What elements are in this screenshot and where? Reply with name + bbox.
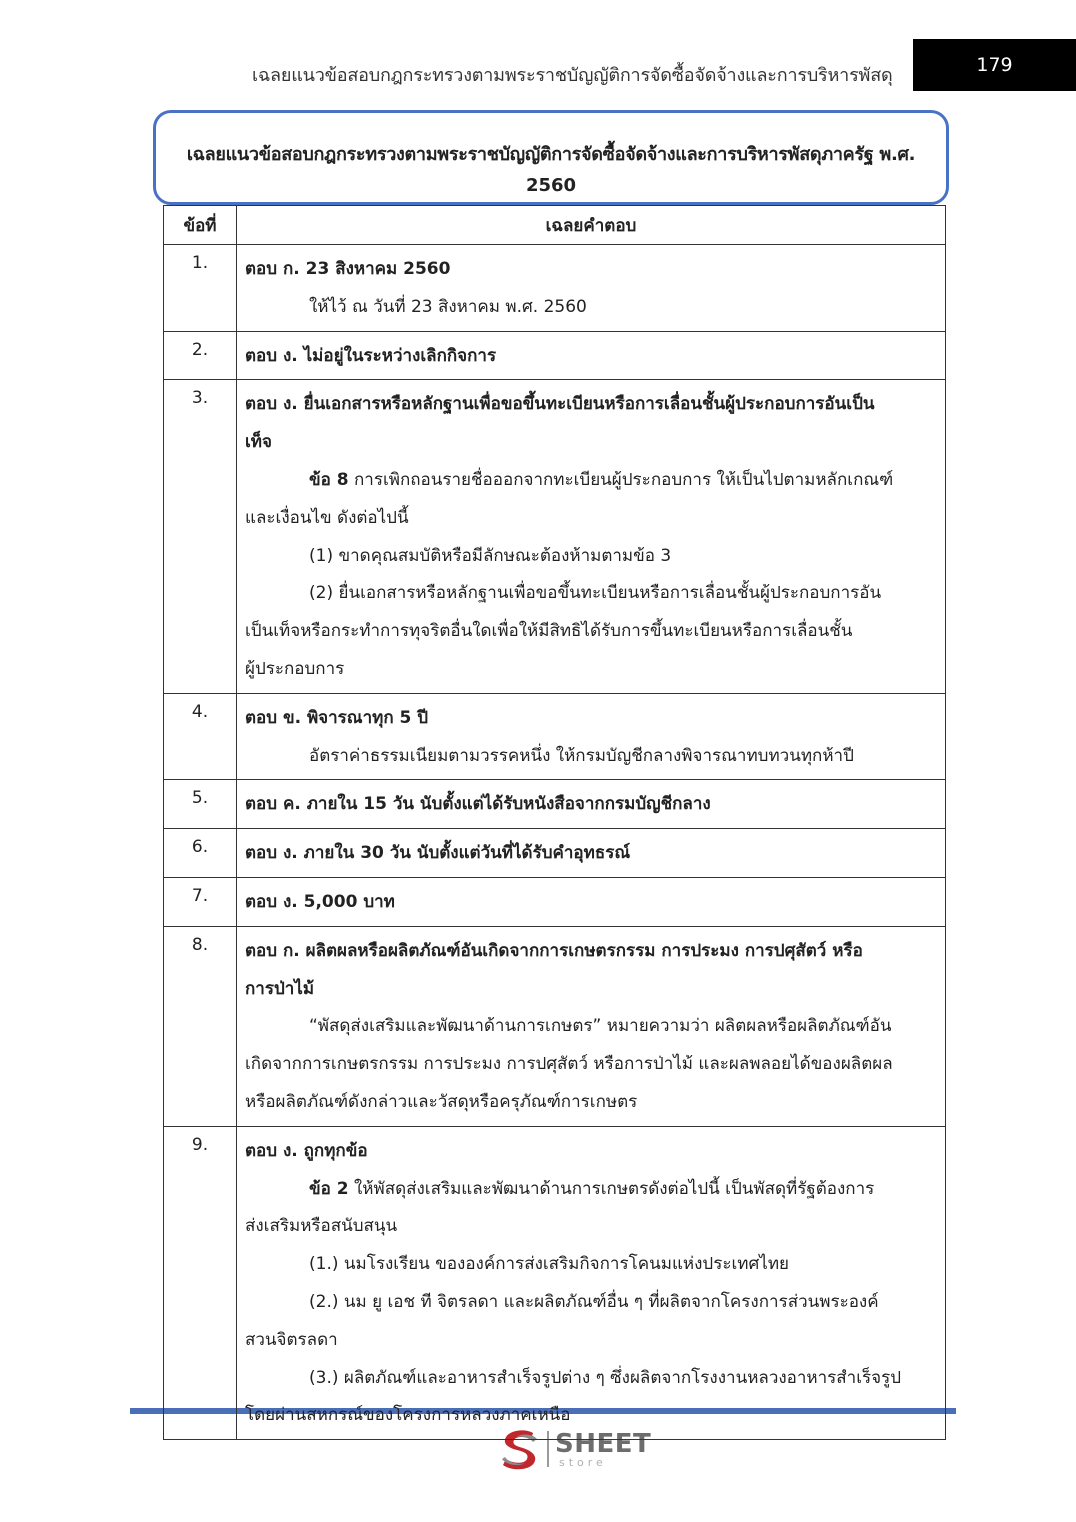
answer-text: ตอบ ง. 5,000 บาท [245,891,395,912]
answer-text: ตอบ ก. ผลิตผลหรือผลิตภัณฑ์อันเกิดจากการเกษตรกรรม การประมง การปศุสัตว์ หรือ [245,940,863,961]
answer-text-continued: การป่าไม้ [245,978,315,999]
table-row [164,693,946,780]
table-header-row [164,206,946,245]
row-answer-cell [237,1126,946,1439]
clause-item-continued: เป็นเท็จหรือกระทำการทุจริตอื่นใดเพื่อให้มีสิทธิได้รับการขึ้นทะเบียนหรือการเลื่อนชั้น [245,621,853,642]
answer-text: ตอบ ค. ภายใน 15 วัน นับตั้งแต่ได้รับหนังสือจากกรมบัญชีกลาง [245,794,711,815]
table-row [164,380,946,693]
column-header-answer: เฉลยคำตอบ [237,206,946,245]
row-answer-cell [237,380,946,693]
answer-text: ตอบ ข. พิจารณาทุก 5 ปี [245,707,429,728]
row-answer-cell [237,693,946,780]
clause-body: การเพิกถอนรายชื่อออกจากทะเบียนผู้ประกอบการ ให้เป็นไปตามหลักเกณฑ์ [348,469,894,490]
row-answer-cell [237,926,946,1126]
table-row [164,1126,946,1439]
row-number: 6. [164,829,237,878]
answer-text: ตอบ ง. ภายใน 30 วัน นับตั้งแต่วันที่ได้รับคำอุทธรณ์ [245,843,631,864]
clause-body: ให้พัสดุส่งเสริมและพัฒนาด้านการเกษตรดังต่อไปนี้ เป็นพัสดุที่รัฐต้องการ [348,1178,875,1199]
answer-text: ตอบ ง. ถูกทุกข้อ [245,1140,368,1161]
row-number: 2. [164,331,237,380]
row-answer-cell [237,780,946,829]
explanation-text: อัตราค่าธรรมเนียมตามวรรคหนึ่ง ให้กรมบัญชีกลางพิจารณาทบทวนทุกห้าปี [309,745,854,766]
answer-text: ตอบ ง. ยื่นเอกสารหรือหลักฐานเพื่อขอขึ้นทะเบียนหรือการเลื่อนชั้นผู้ประกอบการอันเป็น [245,394,875,415]
definition-text: “พัสดุส่งเสริมและพัฒนาด้านการเกษตร” หมายความว่า ผลิตผลหรือผลิตภัณฑ์อัน [309,1016,892,1037]
clause-item: (1.) นมโรงเรียน ขององค์การส่งเสริมกิจการโคนมแห่งประเทศไทย [309,1254,789,1275]
document-title-box [153,110,949,205]
row-answer-cell [237,331,946,380]
clause-item: (2.) นม ยู เอช ที จิตรลดา และผลิตภัณฑ์อื่น ๆ ที่ผลิตจากโครงการส่วนพระองค์ [309,1291,879,1312]
logo-brand-sub: store [559,1456,607,1469]
row-number: 3. [164,380,237,693]
answer-text-continued: เท็จ [245,432,272,453]
definition-text-continued: หรือผลิตภัณฑ์ดังกล่าวและวัสดุหรือครุภัณฑ์การเกษตร [245,1091,638,1112]
clause-text [245,462,937,500]
column-header-number: ข้อที่ [164,206,237,245]
row-answer-cell [237,829,946,878]
table-row [164,926,946,1126]
row-number: 9. [164,1126,237,1439]
running-header-title: เฉลยแนวข้อสอบกฎกระทรวงตามพระราชบัญญัติการจัดซื้อจัดจ้างและการบริหารพัสดุ [252,65,893,86]
row-number: 5. [164,780,237,829]
clause-text-continued: และเงื่อนไข ดังต่อไปนี้ [245,507,409,528]
clause-text [245,1171,937,1209]
page-number: 179 [913,39,1076,91]
explanation-text: ให้ไว้ ณ วันที่ 23 สิงหาคม พ.ศ. 2560 [309,296,587,317]
table-row [164,245,946,332]
clause-item-continued: สวนจิตรลดา [245,1329,338,1350]
clause-item: (3.) ผลิตภัณฑ์และอาหารสำเร็จรูปต่าง ๆ ซึ่งผลิตจากโรงงานหลวงอาหารสำเร็จรูป [309,1367,902,1388]
table-row [164,780,946,829]
table-row [164,829,946,878]
row-number: 8. [164,926,237,1126]
row-number: 1. [164,245,237,332]
row-answer-cell [237,877,946,926]
row-number: 7. [164,877,237,926]
table-row [164,877,946,926]
answer-text: ตอบ ง. ไม่อยู่ในระหว่างเลิกกิจการ [245,345,497,366]
clause-item: (2) ยื่นเอกสารหรือหลักฐานเพื่อขอขึ้นทะเบียนหรือการเลื่อนชั้นผู้ประกอบการอัน [309,583,882,604]
clause-label: ข้อ 2 [309,1178,349,1199]
answer-text: ตอบ ก. 23 สิงหาคม 2560 [245,259,451,279]
clause-item-continued: ผู้ประกอบการ [245,658,345,679]
row-number: 4. [164,693,237,780]
clause-item-continued: โดยผ่านสหกรณ์ของโครงการหลวงภาคเหนือ [245,1405,571,1426]
answer-table [163,205,946,1440]
document-title-line-1: เฉลยแนวข้อสอบกฎกระทรวงตามพระราชบัญญัติการจัดซื้อจัดจ้างและการบริหารพัสดุภาครัฐ พ.ศ. [186,144,916,165]
clause-item: (1) ขาดคุณสมบัติหรือมีลักษณะต้องห้ามตามข้อ 3 [309,545,672,566]
document-title-line-2: 2560 [525,175,577,196]
logo-brand: SHEET [555,1429,652,1459]
clause-label: ข้อ 8 [309,469,349,490]
clause-text-continued: ส่งเสริมหรือสนับสนุน [245,1216,398,1237]
table-row [164,331,946,380]
row-answer-cell [237,245,946,332]
definition-text-continued: เกิดจากการเกษตรกรรม การประมง การปศุสัตว์ หรือการป่าไม้ และผลพลอยได้ของผลิตผล [245,1054,893,1075]
